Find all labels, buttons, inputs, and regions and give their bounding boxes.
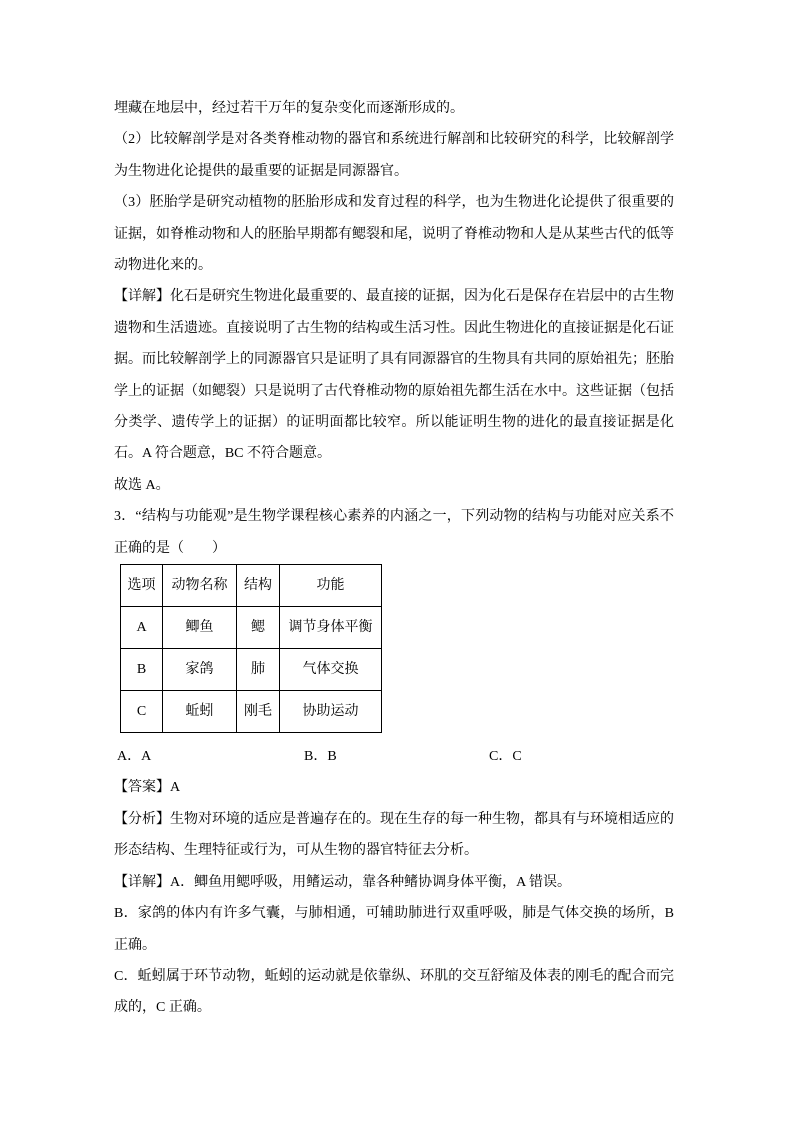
cell-function: 调节身体平衡 <box>280 607 382 649</box>
cell-animal: 家鸽 <box>163 649 237 691</box>
detail-b-paragraph: B．家鸽的体内有许多气囊，与肺相通，可辅助肺进行双重呼吸，肺是气体交换的场所，B 正确。 <box>114 906 674 953</box>
para-detail-q2: 【详解】化石是研究生物进化最重要的、最直接的证据，因为化石是保存在岩层中的古生物遗物和生活遗迹。直接说明了古生物的结构或生活习性。因此生物进化的直接证据是化石证据。而比较解剖学上的同源器官只是证明了具有同源器官的生物具有共同的原始祖先；胚胎学上的证据（如鳃裂）只是说明了古代脊椎动物的原始祖先都生活在水中。这些证据（包括分类学、遗传学上的证据）的证明面都比较窄。所以能证明生物的进化的最直接证据是化石。A 符合题意，BC 不符合题意。 <box>114 289 674 462</box>
cell-structure: 刚毛 <box>237 691 280 733</box>
table-header-animal: 动物名称 <box>163 565 237 607</box>
cell-structure: 肺 <box>237 649 280 691</box>
para-comparative-anatomy: （2）比较解剖学是对各类脊椎动物的器官和系统进行解剖和比较研究的科学，比较解剖学为生物进化论提供的最重要的证据是同源器官。 <box>114 132 674 179</box>
cell-function: 气体交换 <box>280 649 382 691</box>
detail-c-paragraph: C．蚯蚓属于环节动物，蚯蚓的运动就是依靠纵、环肌的交互舒缩及体表的刚毛的配合而完成的，C 正确。 <box>114 968 674 1016</box>
detail-a-paragraph: 【详解】A．鲫鱼用鳃呼吸，用鳍运动，靠各种鳍协调身体平衡，A 错误。 <box>114 874 571 890</box>
para-choose-a: 故选 A。 <box>114 477 170 493</box>
option-c: C．C <box>489 749 522 765</box>
cell-function: 协助运动 <box>280 691 382 733</box>
table-header-structure: 结构 <box>237 565 280 607</box>
cell-option: B <box>121 649 163 691</box>
para-embryology: （3）胚胎学是研究动植物的胚胎形成和发育过程的科学，也为生物进化论提供了很重要的证据，如脊椎动物和人的胚胎早期都有鳃裂和尾，说明了脊椎动物和人是从某些古代的低等动物进化来的。 <box>114 195 674 274</box>
q3-structure-function-table <box>120 564 382 733</box>
cell-structure: 鳃 <box>237 607 280 649</box>
cell-animal: 鲫鱼 <box>163 607 237 649</box>
analysis-paragraph: 【分析】生物对环境的适应是普遍存在的。现在生存的每一种生物，都具有与环境相适应的形态结构、生理特征或行为，可从生物的器官特征去分析。 <box>114 811 674 859</box>
table-row-b <box>121 649 382 691</box>
table-row-a <box>121 607 382 649</box>
document-body <box>114 93 674 1024</box>
table-header-row <box>121 565 382 607</box>
table-header-option: 选项 <box>121 565 163 607</box>
q3-options-row <box>114 741 674 772</box>
question3-stem: 3．“结构与功能观”是生物学课程核心素养的内涵之一，下列动物的结构与功能对应关系不正确的是（ ） <box>114 509 674 556</box>
table-header-function: 功能 <box>280 565 382 607</box>
cell-option: C <box>121 691 163 733</box>
cell-animal: 蚯蚓 <box>163 691 237 733</box>
answer-line: 【答案】A <box>114 780 181 796</box>
para-fossil-formation: 埋藏在地层中，经过若干万年的复杂变化而逐渐形成的。 <box>114 101 464 116</box>
table-row-c <box>121 691 382 733</box>
cell-option: A <box>121 607 163 649</box>
option-b: B．B <box>304 749 337 765</box>
option-a: A．A <box>117 749 152 765</box>
